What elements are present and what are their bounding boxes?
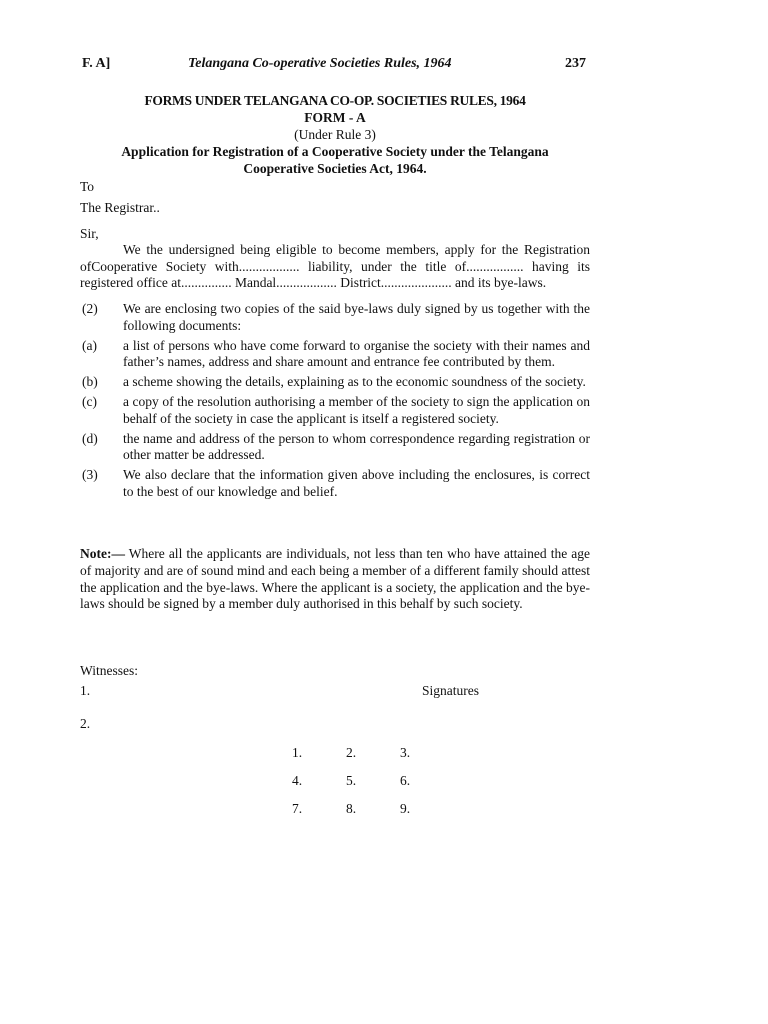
signature-number: 9. [400,801,411,816]
address-registrar: The Registrar.. [80,200,160,215]
signature-number: 4. [292,773,303,788]
note-text: Where all the applicants are individuals, not less than ten who have attained the age of majority and are of sound mind and each being a member of a different family should attest the application and the bye-laws. Where the applicant is a society, the application and the bye-laws should be signed by a member duly authorised in this behalf by such society. [80,546,590,612]
list-item-text: a list of persons who have come forward to organise the society with their names and father’s names, address and share amount and entrance fee contributed by them. [123,337,590,369]
list-item-number: (c) [82,394,97,409]
signature-number: 1. [292,745,303,760]
running-header [80,56,590,76]
list-item-number: (a) [82,337,97,353]
witness-1: 1. [80,683,91,698]
signature-number: 7. [292,801,303,816]
application-title-line2: Cooperative Societies Act, 1964. [243,161,427,176]
list-item-number: (3) [82,467,98,482]
list-item-number: (d) [82,430,98,446]
address-to: To [80,179,95,194]
list-item [80,467,590,500]
application-title [80,143,590,177]
application-paragraph [80,242,590,292]
header-title: Telangana Co-operative Societies Rules, 1964 [188,56,452,71]
salutation: Sir, [80,226,99,241]
list-item-text: We are enclosing two copies of the said bye-laws duly signed by us together with the following documents: [123,301,590,333]
forms-heading: FORMS UNDER TELANGANA CO-OP. SOCIETIES RULES, 1964 [144,93,526,108]
witnesses-label: Witnesses: [80,663,138,678]
page-number: 237 [565,56,586,71]
list-item-number: (b) [82,374,98,389]
signatures-label: Signatures [422,683,479,698]
list-item-text: We also declare that the information given above including the enclosures, is correct to the best of our knowledge and belief. [123,467,590,499]
signature-number: 5. [346,773,357,788]
signature-number: 3. [400,745,411,760]
list-item-text: a copy of the resolution authorising a member of the society to sign the application on behalf of the society in case the applicant is itself a registered society. [123,394,590,426]
list-item-number: (2) [82,301,98,316]
list-item [80,394,590,427]
list-item [80,374,590,391]
application-title-line1: Application for Registration of a Cooperative Society under the Telangana [121,144,549,159]
rule-reference: (Under Rule 3) [294,127,376,142]
signature-number: 8. [346,801,357,816]
list-item [80,301,590,334]
header-section-code: F. A] [82,56,111,71]
form-title: FORM - A [304,110,366,125]
note-block [80,546,590,613]
enclosure-list [80,301,590,504]
note-label: Note:— [80,546,125,561]
list-item-text: a scheme showing the details, explaining as to the economic soundness of the society. [123,374,586,389]
list-item [80,338,590,371]
witness-2: 2. [80,716,91,731]
list-item-text: the name and address of the person to whom correspondence regarding registration or other matter be addressed. [123,430,590,462]
signature-number: 6. [400,773,411,788]
signature-number: 2. [346,745,357,760]
list-item [80,431,590,464]
application-paragraph-text: We the undersigned being eligible to become members, apply for the Registration ofCooperative Society with.................. liability, under the title of................. having its registered office at............... Mandal.................. District..................... and its bye-laws. [80,242,590,290]
